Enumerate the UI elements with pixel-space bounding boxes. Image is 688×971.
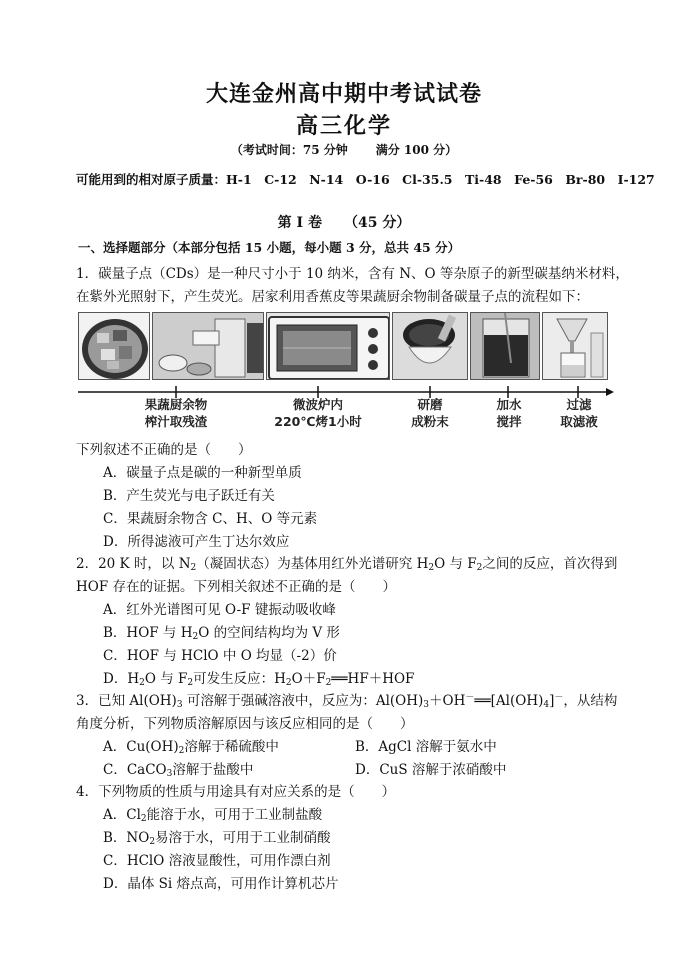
q1-stem: 下列叙述不正确的是（ ） [76,442,252,458]
filter-funnel-icon [543,313,608,380]
flow-step-1-line1: 果蔬厨余物 [144,397,208,412]
exam-title: 大连金州高中期中考试试卷 [205,81,482,107]
q2-option-b-part2: O 的空间结构均为 V 形 [198,625,340,641]
q4-option-a-part2: 能溶于水，可用于工业制盐酸 [146,807,323,823]
q2-option-b: B．HOF 与 $H_2O$ 的空间结构均为 V 形 [103,625,340,642]
q1-line1: 1．碳量子点（CDs）是一种尺寸小于 10 纳米，含有 N、O 等杂原子的新型碳基纳米材料， [76,266,629,282]
q4-option-a-part1: A．Cl [103,807,141,823]
juicer-icon [153,313,264,380]
q1-option-d: D．所得滤液可产生丁达尔效应 [103,534,290,550]
photo-mortar [392,312,468,380]
section-points: （45 分） [343,215,411,231]
flow-step-5-line1: 过滤 [566,397,592,412]
q3-option-c-part1: C．CaCO [103,762,167,778]
q1-line2: 在紫外光照射下，产生荧光。居家利用香蕉皮等果蔬厨余物制备碳量子点的流程如下： [76,289,589,305]
q4-option-d: D．晶体 Si 熔点高，可用作计算机芯片 [103,876,339,892]
q3-option-d: D．CuS 溶解于浓硝酸中 [355,762,507,778]
flow-step-5-line2: 取滤液 [560,414,598,429]
q2-option-d-part5: ══HF＋HOF [331,671,415,687]
photo-beaker [470,312,540,380]
exam-time: （考试时间：75 分钟 [230,143,348,157]
photo-filtration [542,312,608,380]
q2-option-a: A．红外光谱图可见 O-F 键振动吸收峰 [103,602,336,618]
mortar-icon [393,313,468,380]
beaker-icon [471,313,540,380]
q4-stem: 4．下列物质的性质与用途具有对应关系的是（ ） [76,784,396,800]
q3-line1: 3．已知 $Al(OH)_3$ 可溶解于强碱溶液中，反应为：$Al(OH)_3+OH^-══[Al(OH)_4]^-$，从结构 [76,693,618,710]
section-name: 第 I 卷 [277,215,322,231]
exam-time-score [0,141,688,158]
photo-microwave [266,312,390,380]
photo-juicer [152,312,264,380]
q4-option-a: A．$Cl_2$能溶于水，可用于工业制盐酸 [103,807,323,824]
photo-food-scraps [78,312,150,380]
bowl-icon [79,313,150,380]
flow-step-1-line2: 榨汁取残渣 [144,414,208,429]
q3-option-a-part1: A．Cu(OH) [103,739,179,755]
q1-option-c: C．果蔬厨余物含 C、H、O 等元素 [103,511,318,527]
q3-option-a-part2: 溶解于稀硫酸中 [184,739,279,755]
q2-line1: 2．20 K 时，以 $N_2$（凝固状态）为基体用红外光谱研究 $H_2O$ 与 $F_2$之间的反应，首次得到 [76,556,618,573]
q2-option-d-part2: O 与 F [144,671,188,687]
q4-option-b-part1: B．NO [103,830,150,846]
flow-step-3-line1: 研磨 [417,397,443,412]
flow-step-2 [268,396,368,430]
q2-option-c: C．HOF 与 HClO 中 O 均显（-2）价 [103,648,337,664]
microwave-icon [267,313,390,380]
part-heading: 一、选择题部分（本部分包括 15 小题，每小题 3 分，总共 45 分） [78,240,461,255]
flow-step-3-line2: 成粉末 [411,414,449,429]
q3-option-c-part2: 溶解于盐酸中 [172,762,254,778]
flow-step-3 [400,396,460,430]
flow-photo-strip [78,312,608,380]
q4-option-b-part2: 易溶于水，可用于工业制硝酸 [155,830,331,846]
exam-score: 满分 100 分） [375,143,458,157]
flow-step-4 [479,396,539,430]
q2-option-d-part1: D．H [103,671,140,687]
flow-step-5 [548,396,610,430]
q3-line2: 角度分析，下列物质溶解原因与该反应相同的是（ ） [76,716,414,732]
q1-option-b: B．产生荧光与电子跃迁有关 [103,488,275,504]
flow-step-2-line1: 微波炉内 [292,397,343,412]
q1-option-a: A．碳量子点是碳的一种新型单质 [103,465,302,481]
flow-step-1 [136,396,216,430]
flow-step-2-line2: 220℃烤1小时 [274,414,362,429]
q4-option-b: B．$NO_2$易溶于水，可用于工业制硝酸 [103,830,331,847]
atomic-masses: 可能用到的相对原子质量：H-1 C-12 N-14 O-16 Cl-35.5 Ti-48 Fe-56 Br-80 I-127 [76,172,655,187]
q3-option-b: B．AgCl 溶解于氨水中 [355,739,497,755]
q4-option-c: C．HClO 溶液显酸性，可用作漂白剂 [103,853,331,869]
q2-option-b-part1: B．HOF 与 H [103,625,193,641]
q2-option-d: D．$H_2O$ 与 $F_2$可发生反应：$H_2O+F_2══HF+HOF$ [103,671,415,688]
flow-step-4-line2: 搅拌 [496,414,522,429]
section-heading [0,212,688,232]
q2-option-d-part4: O＋F [291,671,326,687]
q3-option-a: A．$Cu(OH)_2$溶解于稀硫酸中 [103,739,279,756]
exam-subtitle: 高三化学 [295,113,392,139]
q3-option-c: C．CaCO$_3$溶解于盐酸中 [103,762,254,779]
flow-step-4-line1: 加水 [496,397,522,412]
q2-line2: HOF 存在的证据。下列相关叙述不正确的是（ ） [76,579,396,595]
q2-option-d-part3: 可发生反应：H [193,671,286,687]
